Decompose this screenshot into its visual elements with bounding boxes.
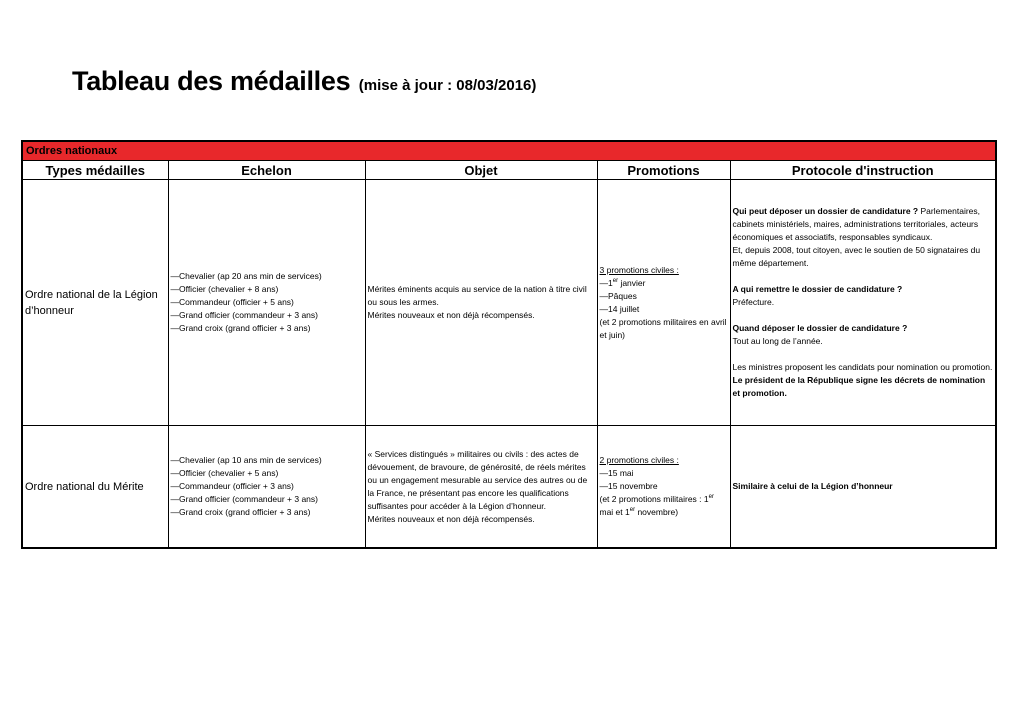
cell-type: Ordre national du Mérite [23, 426, 168, 548]
protocole-q1: Qui peut déposer un dossier de candidature ? Parlementaires, cabinets ministériels, maires, administrations territoriales, acteurs économiques et associatifs, responsables syndicaux. [732, 206, 981, 242]
column-header-echelon: Echelon [168, 161, 365, 180]
objet-paragraph: Mérites nouveaux et non déjà récompensés. [367, 310, 535, 320]
column-header-objet: Objet [365, 161, 597, 180]
promotions-title: 2 promotions civiles : [599, 455, 679, 465]
echelon-item: —Officier (chevalier + 8 ans) [170, 284, 279, 294]
objet-paragraph: Mérites nouveaux et non déjà récompensés. [367, 513, 535, 524]
protocole-a2: Préfecture. [732, 297, 775, 307]
medals-table [23, 161, 995, 547]
echelon-item: —Grand officier (commandeur + 3 ans) [170, 494, 318, 504]
echelon-item: —Grand officier (commandeur + 3 ans) [170, 310, 318, 320]
echelon-item: —Grand croix (grand officier + 3 ans) [170, 323, 311, 333]
echelon-item: —Chevalier (ap 20 ans min de services) [170, 271, 322, 281]
column-header-types: Types médailles [23, 161, 168, 180]
promotions-title: 3 promotions civiles : [599, 264, 679, 275]
promotion-item: —1er janvier [599, 277, 646, 288]
echelon-item: —Chevalier (ap 10 ans min de services) [170, 455, 322, 465]
table-row-legion-honneur [23, 180, 995, 426]
protocole-a1b: Et, depuis 2008, tout citoyen, avec le soutien de 50 signataires du même département. [732, 245, 981, 268]
table-header-row [23, 161, 995, 180]
protocole-q3: Quand déposer le dossier de candidature ? [732, 323, 908, 333]
cell-echelon [168, 426, 365, 548]
column-header-protocole: Protocole d'instruction [730, 161, 995, 180]
page-title [72, 66, 536, 97]
objet-paragraph: « Services distingués » militaires ou civils : des actes de dévouement, de bravoure, de générosité, de réels mérites ou un engagement mesurable au service des autres ou de la France, ne présentant pas encore les qualifications suffisantes pour accéder à la Légion d’honneur. [367, 448, 588, 511]
echelon-item: —Officier (chevalier + 5 ans) [170, 468, 279, 478]
cell-protocole: Similaire à celui de la Légion d’honneur [730, 426, 995, 548]
promotions-note: (et 2 promotions militaires en avril et juin) [599, 316, 727, 340]
cell-promotions [597, 426, 730, 548]
protocole-q2: A qui remettre le dossier de candidature ? [732, 284, 903, 294]
promotion-item: —15 mai [599, 468, 634, 478]
table-row-merite [23, 426, 995, 548]
promotion-item: —14 juillet [599, 303, 640, 314]
objet-paragraph: Mérites éminents acquis au service de la nation à titre civil ou sous les armes. [367, 284, 587, 307]
cell-objet [365, 426, 597, 548]
echelon-item: —Grand croix (grand officier + 3 ans) [170, 507, 311, 517]
protocole-a3: Tout au long de l’année. [732, 336, 823, 346]
cell-protocole [730, 180, 995, 426]
cell-objet [365, 180, 597, 426]
protocole-p5: Le président de la République signe les décrets de nomination et promotion. [732, 375, 986, 398]
column-header-promotions: Promotions [597, 161, 730, 180]
protocole-p4: Les ministres proposent les candidats pour nomination ou promotion. [732, 362, 993, 372]
echelon-item: —Commandeur (officier + 5 ans) [170, 297, 294, 307]
title-update-date: (mise à jour : 08/03/2016) [358, 77, 537, 94]
cell-type: Ordre national de la Légion d’honneur [23, 180, 168, 426]
promotion-item: —Pâques [599, 290, 637, 301]
cell-promotions [597, 180, 730, 426]
cell-echelon [168, 180, 365, 426]
section-header-ordres-nationaux: Ordres nationaux [23, 142, 995, 161]
medals-table-frame [21, 140, 997, 549]
promotions-note: (et 2 promotions militaires : 1er mai et 1er novembre) [599, 494, 714, 517]
title-main: Tableau des médailles [72, 66, 351, 96]
promotion-item: —15 novembre [599, 481, 658, 491]
echelon-item: —Commandeur (officier + 3 ans) [170, 481, 294, 491]
